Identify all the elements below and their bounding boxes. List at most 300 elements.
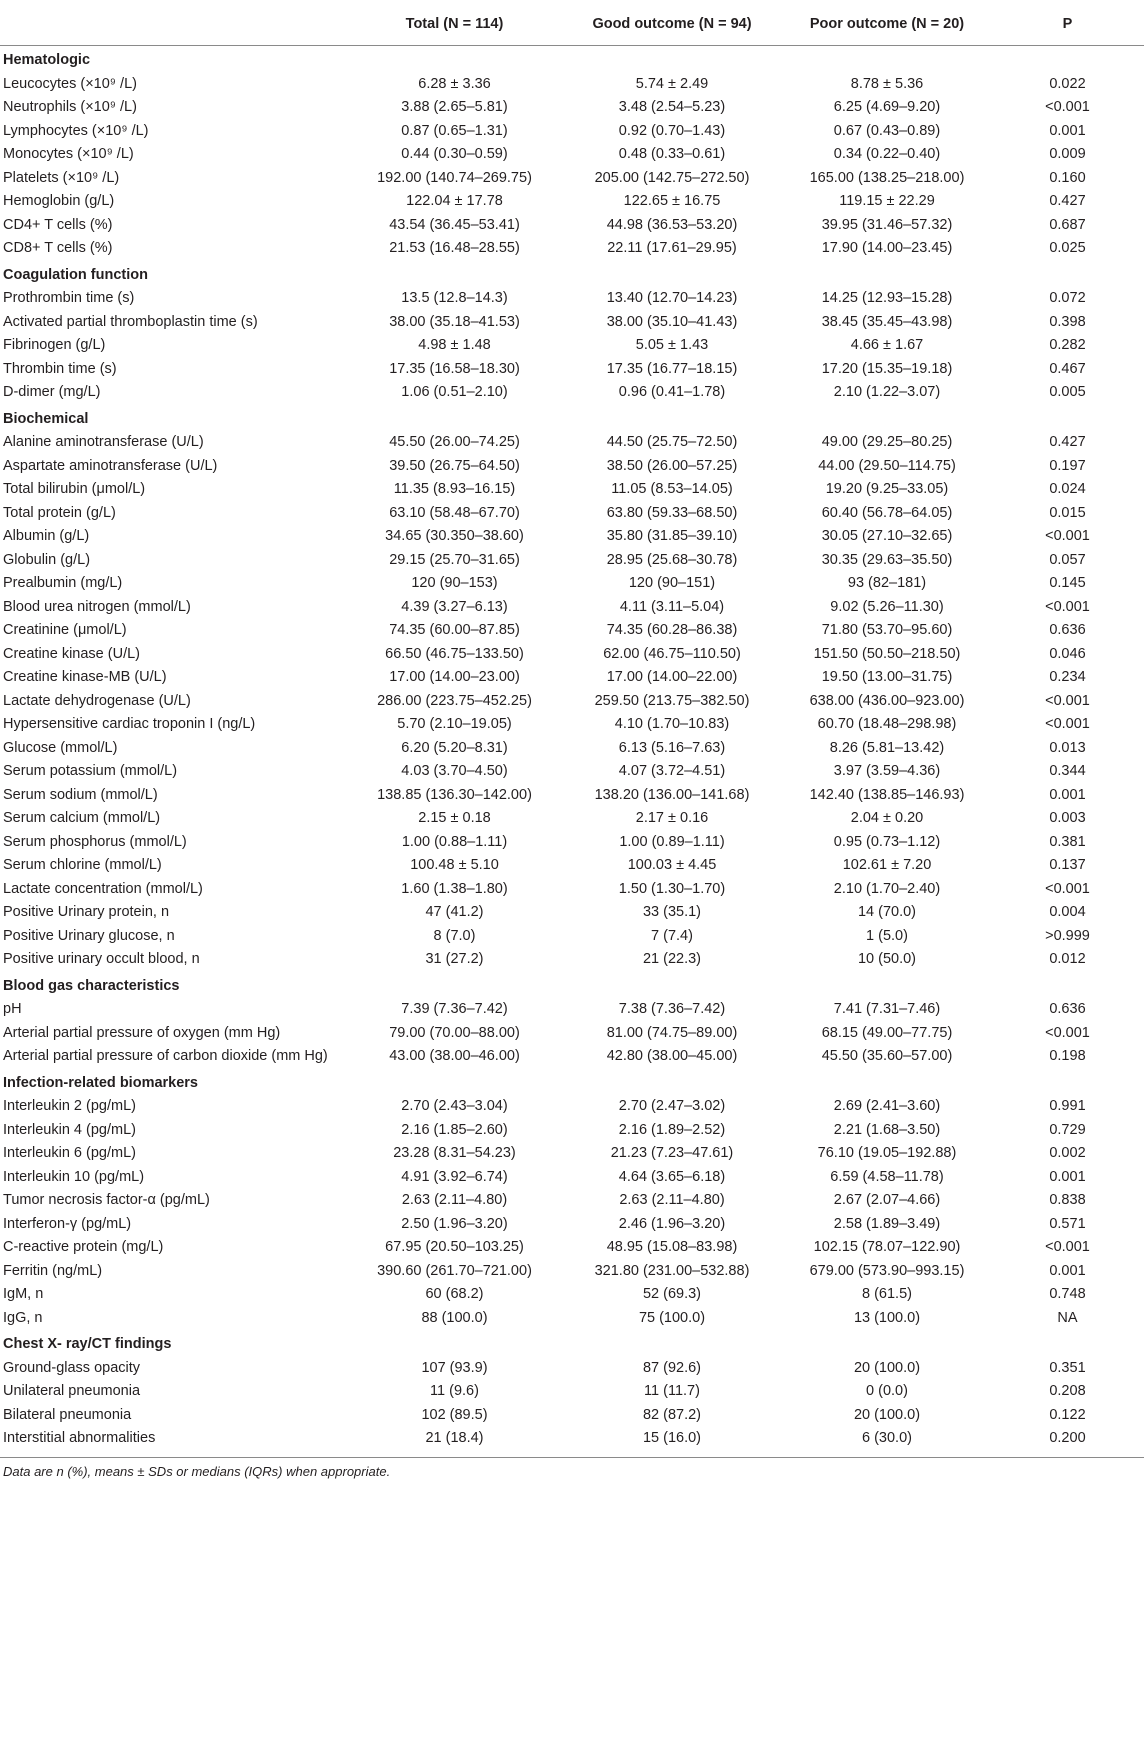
- data-table: [0, 6, 1144, 1458]
- row-label: Interleukin 6 (pg/mL): [3, 1145, 136, 1161]
- row-label: Tumor necrosis factor-α (pg/mL): [3, 1192, 210, 1208]
- header-row: [0, 6, 1144, 46]
- table-row: [0, 143, 1144, 167]
- cell-p-value: 0.282: [1049, 337, 1086, 353]
- cell-poor-outcome: 7.41 (7.31–7.46): [833, 1001, 941, 1017]
- row-label: Serum phosphorus (mmol/L): [3, 833, 187, 850]
- cell-good-outcome: 44.98 (36.53–53.20): [606, 216, 738, 233]
- cell-poor-outcome: 49.00 (29.25–80.25): [821, 434, 953, 450]
- row-label: Alanine aminotransferase (U/L): [3, 434, 204, 450]
- row-label: Aspartate aminotransferase (U/L): [3, 457, 218, 474]
- table-row: [0, 1260, 1144, 1284]
- row-label: Arterial partial pressure of carbon dioxide (mm Hg): [3, 1048, 328, 1064]
- cell-p-value: <0.001: [1045, 1239, 1090, 1255]
- cell-good-outcome: 11 (11.7): [644, 1383, 700, 1399]
- cell-good-outcome: 13.40 (12.70–14.23): [606, 290, 738, 306]
- cell-total: 4.39 (3.27–6.13): [401, 598, 508, 615]
- row-label: Interstitial abnormalities: [0, 1427, 348, 1457]
- cell-p-value: 0.344: [1049, 763, 1086, 779]
- cell-p-value: 0.002: [1049, 1145, 1086, 1161]
- row-label: Hypersensitive cardiac troponin I (ng/L): [3, 716, 256, 732]
- cell-p-value: <0.001: [1045, 692, 1090, 709]
- cell-good-outcome: 138.20 (136.00–141.68): [594, 786, 750, 803]
- table-row: [0, 831, 1144, 855]
- table-row: [0, 666, 1144, 690]
- cell-poor-outcome: 17.90 (14.00–23.45): [821, 240, 953, 256]
- section-row: [0, 972, 1144, 999]
- cell-p-value: 0.001: [1049, 1168, 1086, 1185]
- row-label: Lactate concentration (mmol/L): [3, 880, 203, 897]
- cell-good-outcome: 2.46 (1.96–3.20): [618, 1215, 726, 1232]
- cell-p-value: 0.381: [1049, 833, 1086, 850]
- row-label: Prealbumin (mg/L): [3, 575, 123, 591]
- header-p-value: P: [991, 6, 1144, 46]
- cell-total: 6.20 (5.20–8.31): [401, 739, 508, 756]
- cell-total: 3.88 (2.65–5.81): [401, 99, 508, 115]
- table-row: [0, 619, 1144, 643]
- table-row: [0, 854, 1144, 878]
- cell-p-value: <0.001: [1045, 99, 1090, 115]
- cell-total: 39.50 (26.75–64.50): [389, 457, 520, 474]
- cell-good-outcome: 38.50 (26.00–57.25): [606, 457, 738, 474]
- cell-good-outcome: 63.80 (59.33–68.50): [606, 504, 738, 521]
- cell-p-value: 0.427: [1049, 193, 1086, 209]
- cell-p-value: 0.025: [1049, 240, 1086, 256]
- cell-p-value: 0.004: [1049, 904, 1086, 920]
- row-label: Bilateral pneumonia: [3, 1406, 132, 1423]
- section-title: Hematologic: [3, 52, 91, 68]
- cell-total: 1.60 (1.38–1.80): [401, 880, 508, 897]
- cell-good-outcome: 259.50 (213.75–382.50): [594, 692, 750, 709]
- cell-good-outcome: 321.80 (231.00–532.88): [594, 1262, 750, 1279]
- row-label: CD4+ T cells (%): [3, 216, 113, 233]
- cell-p-value: 0.046: [1049, 645, 1086, 662]
- table-header: [0, 6, 1144, 46]
- row-label: Glucose (mmol/L): [3, 739, 118, 756]
- row-label: Interleukin 4 (pg/mL): [3, 1121, 136, 1138]
- cell-p-value: 0.022: [1049, 75, 1086, 92]
- cell-good-outcome: 0.48 (0.33–0.61): [618, 146, 726, 162]
- cell-good-outcome: 7 (7.4): [651, 927, 693, 944]
- cell-p-value: 0.467: [1049, 360, 1086, 377]
- row-label: Activated partial thromboplastin time (s): [3, 313, 258, 330]
- cell-good-outcome: 2.70 (2.47–3.02): [618, 1098, 726, 1114]
- cell-poor-outcome: 4.66 ± 1.67: [850, 337, 924, 353]
- cell-p-value: 0.838: [1049, 1192, 1086, 1208]
- cell-poor-outcome: 142.40 (138.85–146.93): [809, 786, 965, 803]
- cell-good-outcome: 0.96 (0.41–1.78): [618, 384, 726, 400]
- row-label: Thrombin time (s): [3, 360, 117, 377]
- cell-poor-outcome: 19.20 (9.25–33.05): [825, 481, 949, 497]
- section-row: [0, 1330, 1144, 1357]
- cell-total: 45.50 (26.00–74.25): [389, 434, 520, 450]
- table-body: [0, 46, 1144, 1458]
- cell-poor-outcome: 17.20 (15.35–19.18): [821, 360, 953, 377]
- section-title: Blood gas characteristics: [3, 977, 180, 994]
- table-row: [0, 431, 1144, 455]
- row-label: Arterial partial pressure of oxygen (mm Hg): [3, 1024, 281, 1041]
- table-row: [0, 73, 1144, 97]
- cell-good-outcome: 28.95 (25.68–30.78): [606, 551, 738, 568]
- cell-total: 107 (93.9): [421, 1359, 488, 1376]
- section-row: [0, 405, 1144, 432]
- cell-p-value: 0.197: [1049, 457, 1086, 474]
- cell-total: 1.06 (0.51–2.10): [401, 384, 508, 400]
- table-row: [0, 1357, 1144, 1381]
- header-total: Total (N = 114): [348, 6, 561, 46]
- cell-total: 0.87 (0.65–1.31): [401, 122, 508, 139]
- table-row: [0, 1404, 1144, 1428]
- cell-good-outcome: 2.17 ± 0.16: [635, 810, 709, 826]
- table-row: [0, 237, 1144, 261]
- cell-poor-outcome: 0.34 (0.22–0.40): [833, 146, 941, 162]
- row-label: Globulin (g/L): [3, 551, 91, 568]
- row-label: IgM, n: [3, 1286, 44, 1302]
- row-label: Platelets (×10⁹ /L): [3, 169, 120, 186]
- cell-good-outcome: 22.11 (17.61–29.95): [607, 240, 737, 256]
- row-label: Creatine kinase-MB (U/L): [3, 669, 167, 685]
- cell-p-value: 0.145: [1049, 575, 1086, 591]
- cell-good-outcome: 75 (100.0): [638, 1309, 706, 1326]
- table-footnote: Data are n (%), means ± SDs or medians (IQRs) when appropriate.: [3, 1463, 391, 1479]
- section-row: [0, 1069, 1144, 1096]
- cell-poor-outcome: 8 (61.5): [862, 1286, 912, 1302]
- cell-total: 11 (9.6): [430, 1383, 479, 1399]
- cell-poor-outcome: 0.95 (0.73–1.12): [833, 833, 941, 850]
- cell-total: 17.35 (16.58–18.30): [389, 360, 520, 377]
- table-row: [0, 525, 1144, 549]
- section-title: Infection-related biomarkers: [3, 1074, 198, 1091]
- cell-poor-outcome: 9.02 (5.26–11.30): [830, 598, 944, 615]
- cell-p-value: 0.636: [1049, 622, 1086, 638]
- cell-p-value: 0.200: [991, 1427, 1144, 1457]
- row-label: Serum potassium (mmol/L): [3, 763, 178, 779]
- cell-poor-outcome: 13 (100.0): [853, 1309, 921, 1326]
- cell-good-outcome: 62.00 (46.75–110.50): [603, 645, 741, 662]
- row-label: Creatinine (μmol/L): [3, 622, 127, 638]
- cell-good-outcome: 4.64 (3.65–6.18): [618, 1168, 726, 1185]
- cell-poor-outcome: 76.10 (19.05–192.88): [817, 1145, 957, 1161]
- table-row: [0, 214, 1144, 238]
- cell-poor-outcome: 44.00 (29.50–114.75): [818, 457, 956, 474]
- row-label: Total bilirubin (μmol/L): [3, 481, 146, 497]
- cell-total: 11.35 (8.93–16.15): [393, 481, 516, 497]
- cell-total: 47 (41.2): [425, 904, 484, 920]
- cell-poor-outcome: 30.35 (29.63–35.50): [821, 551, 953, 568]
- table-row: [0, 381, 1144, 405]
- cell-poor-outcome: 2.58 (1.89–3.49): [833, 1215, 941, 1232]
- table-row: [0, 1380, 1144, 1404]
- cell-poor-outcome: 0.67 (0.43–0.89): [833, 122, 941, 139]
- cell-poor-outcome: 20 (100.0): [853, 1359, 921, 1376]
- table-row: [0, 190, 1144, 214]
- table-row: [0, 643, 1144, 667]
- table-row: [0, 807, 1144, 831]
- table-row: [0, 287, 1144, 311]
- cell-good-outcome: 17.35 (16.77–18.15): [606, 360, 738, 377]
- cell-total: 21 (18.4): [348, 1427, 561, 1457]
- cell-p-value: 0.427: [1049, 434, 1086, 450]
- row-label: Fibrinogen (g/L): [3, 337, 106, 353]
- row-label: Ferritin (ng/mL): [3, 1262, 103, 1279]
- cell-poor-outcome: 39.95 (31.46–57.32): [821, 216, 953, 233]
- cell-total: 34.65 (30.350–38.60): [385, 528, 524, 544]
- cell-good-outcome: 4.11 (3.11–5.04): [619, 598, 725, 615]
- cell-good-outcome: 17.00 (14.00–22.00): [606, 669, 738, 685]
- cell-total: 67.95 (20.50–103.25): [385, 1239, 524, 1255]
- row-label: Monocytes (×10⁹ /L): [3, 146, 134, 162]
- cell-poor-outcome: 6.59 (4.58–11.78): [830, 1168, 944, 1185]
- cell-total: 7.39 (7.36–7.42): [401, 1001, 508, 1017]
- table-row: [0, 784, 1144, 808]
- cell-poor-outcome: 93 (82–181): [847, 575, 927, 591]
- table-row: [0, 572, 1144, 596]
- cell-good-outcome: 11.05 (8.53–14.05): [611, 481, 733, 497]
- table-row: [0, 1095, 1144, 1119]
- section-title: Coagulation function: [3, 266, 148, 283]
- table-row: [0, 690, 1144, 714]
- cell-good-outcome: 87 (92.6): [642, 1359, 702, 1376]
- cell-p-value: 0.571: [1049, 1215, 1086, 1232]
- cell-total: 122.04 ± 17.78: [406, 193, 503, 209]
- row-label: CD8+ T cells (%): [3, 240, 113, 256]
- table-row: [0, 1307, 1144, 1331]
- cell-p-value: 0.991: [1049, 1098, 1086, 1114]
- row-label: Lactate dehydrogenase (U/L): [3, 692, 191, 709]
- cell-p-value: 0.398: [1049, 313, 1086, 330]
- section-title: Chest X- ray/CT findings: [3, 1336, 172, 1352]
- cell-total: 2.70 (2.43–3.04): [401, 1098, 508, 1114]
- cell-poor-outcome: 2.67 (2.07–4.66): [833, 1192, 941, 1208]
- cell-poor-outcome: 38.45 (35.45–43.98): [821, 313, 953, 330]
- header-variable: [0, 6, 348, 46]
- cell-poor-outcome: 14.25 (12.93–15.28): [821, 290, 953, 306]
- row-label: Albumin (g/L): [3, 528, 90, 544]
- row-label: Blood urea nitrogen (mmol/L): [3, 598, 191, 615]
- table-row: [0, 948, 1144, 972]
- table-row: [0, 1283, 1144, 1307]
- cell-total: 17.00 (14.00–23.00): [389, 669, 520, 685]
- section-row: [0, 46, 1144, 73]
- row-label: Positive urinary occult blood, n: [3, 951, 200, 967]
- cell-p-value: <0.001: [1045, 528, 1090, 544]
- cell-total: 21.53 (16.48–28.55): [389, 240, 520, 256]
- cell-good-outcome: 1.00 (0.89–1.11): [619, 833, 725, 850]
- cell-total: 79.00 (70.00–88.00): [389, 1024, 520, 1041]
- cell-total: 2.15 ± 0.18: [418, 810, 491, 826]
- cell-poor-outcome: 68.15 (49.00–77.75): [821, 1024, 953, 1041]
- table-row: [0, 1189, 1144, 1213]
- table-row: [0, 878, 1144, 902]
- cell-p-value: 0.015: [1049, 504, 1086, 521]
- cell-p-value: 0.001: [1049, 786, 1086, 803]
- row-label: Prothrombin time (s): [3, 290, 135, 306]
- cell-total: 1.00 (0.88–1.11): [401, 833, 508, 850]
- cell-good-outcome: 48.95 (15.08–83.98): [606, 1239, 738, 1255]
- cell-p-value: <0.001: [1045, 880, 1090, 897]
- table-row: [0, 167, 1144, 191]
- cell-good-outcome: 5.74 ± 2.49: [635, 75, 709, 92]
- cell-poor-outcome: 638.00 (436.00–923.00): [809, 692, 965, 709]
- cell-total: 390.60 (261.70–721.00): [377, 1262, 532, 1279]
- cell-good-outcome: 44.50 (25.75–72.50): [606, 434, 738, 450]
- cell-good-outcome: 7.38 (7.36–7.42): [618, 1001, 726, 1017]
- cell-total: 102 (89.5): [421, 1406, 488, 1423]
- row-label: Interleukin 2 (pg/mL): [3, 1098, 136, 1114]
- cell-p-value: 0.009: [1049, 146, 1086, 162]
- cell-good-outcome: 122.65 ± 16.75: [623, 193, 721, 209]
- table-row: [0, 1045, 1144, 1069]
- table-row: [0, 120, 1144, 144]
- cell-total: 4.98 ± 1.48: [418, 337, 491, 353]
- cell-total: 23.28 (8.31–54.23): [393, 1145, 516, 1161]
- cell-p-value: 0.072: [1049, 290, 1086, 306]
- cell-poor-outcome: 8.78 ± 5.36: [850, 75, 924, 92]
- row-label: Positive Urinary glucose, n: [3, 927, 175, 944]
- header-poor-outcome: Poor outcome (N = 20): [783, 6, 991, 46]
- table-row: [0, 1022, 1144, 1046]
- row-label: Neutrophils (×10⁹ /L): [3, 99, 137, 115]
- cell-poor-outcome: 14 (70.0): [857, 904, 917, 920]
- cell-total: 5.70 (2.10–19.05): [397, 716, 512, 732]
- cell-poor-outcome: 119.15 ± 22.29: [839, 193, 935, 209]
- cell-total: 63.10 (58.48–67.70): [389, 504, 520, 521]
- cell-total: 13.5 (12.8–14.3): [401, 290, 508, 306]
- cell-good-outcome: 3.48 (2.54–5.23): [618, 99, 726, 115]
- row-label: C-reactive protein (mg/L): [3, 1239, 164, 1255]
- row-label: D-dimer (mg/L): [3, 384, 101, 400]
- cell-good-outcome: 120 (90–151): [628, 575, 716, 591]
- cell-poor-outcome: 2.69 (2.41–3.60): [833, 1098, 941, 1114]
- cell-total: 29.15 (25.70–31.65): [389, 551, 520, 568]
- cell-p-value: 0.001: [1049, 122, 1086, 139]
- cell-good-outcome: 42.80 (38.00–45.00): [606, 1048, 738, 1064]
- row-label: Leucocytes (×10⁹ /L): [3, 75, 137, 92]
- table-row: [0, 502, 1144, 526]
- cell-poor-outcome: 60.70 (18.48–298.98): [817, 716, 957, 732]
- cell-poor-outcome: 2.21 (1.68–3.50): [833, 1121, 941, 1138]
- cell-good-outcome: 33 (35.1): [642, 904, 702, 920]
- cell-poor-outcome: 45.50 (35.60–57.00): [821, 1048, 953, 1064]
- cell-p-value: 0.198: [1049, 1048, 1086, 1064]
- row-label: Ground-glass opacity: [3, 1359, 141, 1376]
- cell-poor-outcome: 10 (50.0): [857, 951, 917, 967]
- table-row: [0, 478, 1144, 502]
- cell-total: 38.00 (35.18–41.53): [389, 313, 520, 330]
- cell-poor-outcome: 165.00 (138.25–218.00): [809, 169, 965, 186]
- row-label: Positive Urinary protein, n: [3, 904, 170, 920]
- cell-total: 60 (68.2): [425, 1286, 484, 1302]
- cell-good-outcome: 52 (69.3): [642, 1286, 702, 1302]
- cell-p-value: <0.001: [1045, 598, 1090, 615]
- cell-p-value: 0.234: [1049, 669, 1086, 685]
- cell-total: 31 (27.2): [425, 951, 484, 967]
- cell-good-outcome: 81.00 (74.75–89.00): [606, 1024, 738, 1041]
- cell-total: 0.44 (0.30–0.59): [401, 146, 508, 162]
- cell-good-outcome: 35.80 (31.85–39.10): [606, 528, 738, 544]
- section-title: Biochemical: [3, 410, 89, 427]
- cell-good-outcome: 4.10 (1.70–10.83): [614, 716, 730, 732]
- table-row: [0, 455, 1144, 479]
- cell-p-value: 0.012: [1049, 951, 1086, 967]
- cell-p-value: 0.729: [1049, 1121, 1086, 1138]
- cell-total: 2.16 (1.85–2.60): [401, 1121, 508, 1138]
- table-row: [0, 1236, 1144, 1260]
- cell-good-outcome: 100.03 ± 4.45: [627, 857, 717, 873]
- cell-p-value: 0.001: [1049, 1262, 1086, 1279]
- cell-p-value: NA: [1057, 1309, 1078, 1326]
- cell-total: 43.54 (36.45–53.41): [389, 216, 520, 233]
- cell-poor-outcome: 6.25 (4.69–9.20): [833, 99, 941, 115]
- row-label: pH: [3, 1001, 22, 1017]
- cell-p-value: 0.208: [1049, 1383, 1086, 1399]
- cell-total: 66.50 (46.75–133.50): [385, 645, 524, 662]
- cell-poor-outcome: 2.04 ± 0.20: [850, 810, 924, 826]
- cell-p-value: 0.024: [1049, 481, 1086, 497]
- cell-p-value: 0.160: [1049, 169, 1086, 186]
- row-label: Interferon-γ (pg/mL): [3, 1215, 132, 1232]
- table-row: [0, 1142, 1144, 1166]
- cell-good-outcome: 2.16 (1.89–2.52): [618, 1121, 726, 1138]
- cell-total: 286.00 (223.75–452.25): [377, 692, 532, 709]
- table-row: [0, 96, 1144, 120]
- cell-p-value: 0.003: [1049, 810, 1086, 826]
- table-row: [0, 1213, 1144, 1237]
- table-row: [0, 1427, 1144, 1457]
- cell-poor-outcome: 8.26 (5.81–13.42): [829, 739, 945, 756]
- row-label: Hemoglobin (g/L): [3, 193, 115, 209]
- cell-good-outcome: 21 (22.3): [642, 951, 702, 967]
- cell-p-value: <0.001: [1045, 1024, 1090, 1041]
- cell-total: 8 (7.0): [433, 927, 476, 944]
- cell-total: 100.48 ± 5.10: [410, 857, 499, 873]
- cell-total: 6.28 ± 3.36: [418, 75, 491, 92]
- cell-poor-outcome: 30.05 (27.10–32.65): [821, 528, 953, 544]
- cell-total: 4.03 (3.70–4.50): [401, 763, 508, 779]
- cell-p-value: 0.005: [1049, 384, 1086, 400]
- cell-total: 192.00 (140.74–269.75): [377, 169, 532, 186]
- row-label: Total protein (g/L): [3, 504, 116, 521]
- cell-total: 2.50 (1.96–3.20): [401, 1215, 508, 1232]
- cell-total: 138.85 (136.30–142.00): [377, 786, 532, 803]
- table-row: [0, 713, 1144, 737]
- cell-total: 2.63 (2.11–4.80): [401, 1192, 508, 1208]
- cell-poor-outcome: 2.10 (1.22–3.07): [833, 384, 941, 400]
- cell-poor-outcome: 6 (30.0): [783, 1427, 991, 1457]
- table-row: [0, 334, 1144, 358]
- cell-total: 43.00 (38.00–46.00): [389, 1048, 520, 1064]
- cell-p-value: 0.687: [1049, 216, 1086, 233]
- table-row: [0, 549, 1144, 573]
- table-row: [0, 311, 1144, 335]
- table-row: [0, 925, 1144, 949]
- cell-poor-outcome: 102.15 (78.07–122.90): [813, 1239, 961, 1255]
- cell-poor-outcome: 20 (100.0): [853, 1406, 921, 1423]
- table-row: [0, 1166, 1144, 1190]
- cell-p-value: >0.999: [1045, 927, 1090, 944]
- header-good-outcome: Good outcome (N = 94): [561, 6, 783, 46]
- row-label: Serum chlorine (mmol/L): [3, 857, 162, 873]
- row-label: Lymphocytes (×10⁹ /L): [3, 122, 149, 139]
- cell-good-outcome: 15 (16.0): [561, 1427, 783, 1457]
- table-row: [0, 998, 1144, 1022]
- row-label: Interleukin 10 (pg/mL): [3, 1168, 145, 1185]
- cell-good-outcome: 6.13 (5.16–7.63): [618, 739, 726, 756]
- cell-p-value: 0.748: [1049, 1286, 1086, 1302]
- cell-good-outcome: 74.35 (60.28–86.38): [606, 622, 738, 638]
- cell-poor-outcome: 2.10 (1.70–2.40): [833, 880, 941, 897]
- row-label: Creatine kinase (U/L): [3, 645, 140, 662]
